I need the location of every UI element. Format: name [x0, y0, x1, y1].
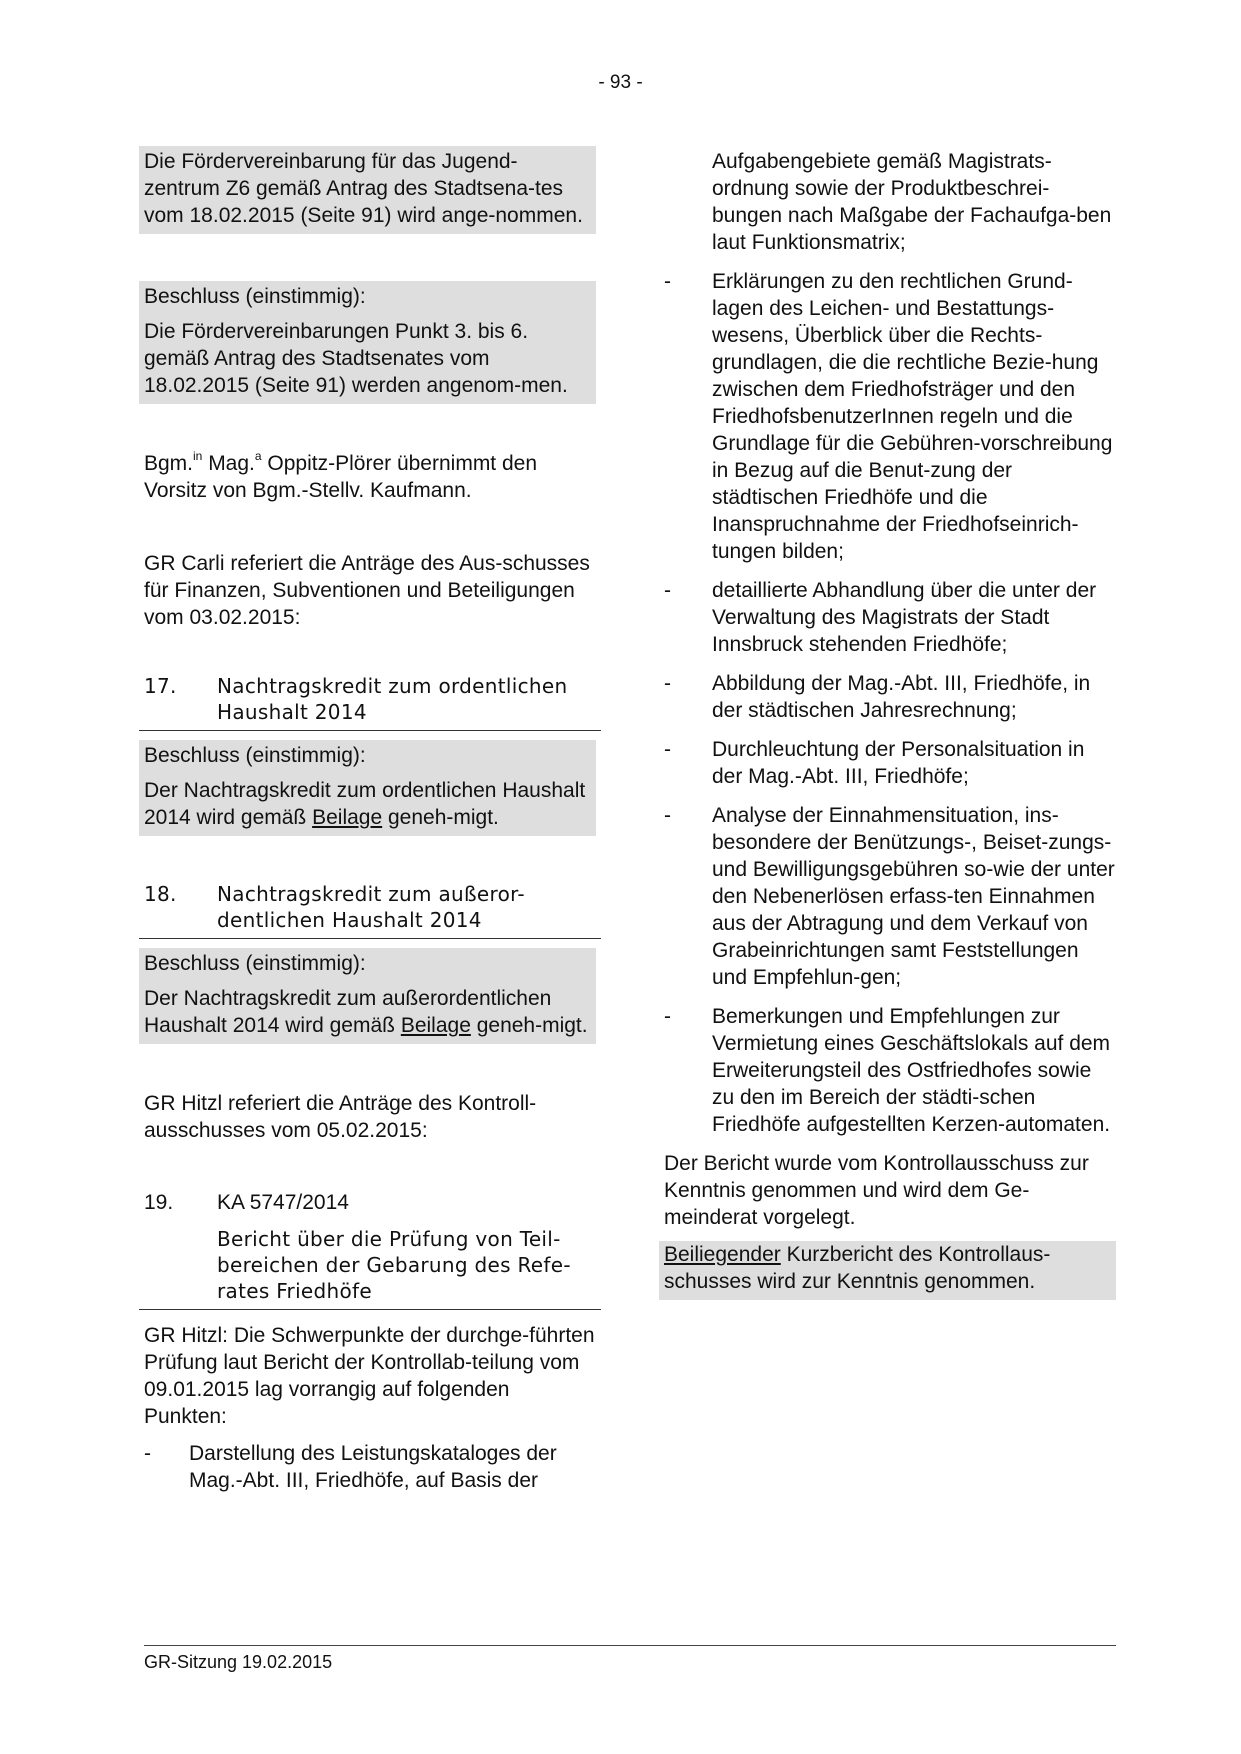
beilage-link[interactable]: Beilage	[400, 1014, 471, 1037]
agenda-item-17	[144, 673, 596, 731]
report-decision-text: Beiliegender Kurzbericht des Kontrollaus-schusses wird zur Kenntnis genommen.	[664, 1243, 1051, 1293]
decision-heading: Beschluss (einstimmig):	[144, 952, 366, 975]
agenda-number: 17.	[144, 674, 177, 698]
decision-text-foerder: Die Fördervereinbarungen Punkt 3. bis 6. gemäß Antrag des Stadtsenates vom 18.02.2015 (Seite 91) werden angenom-men.	[144, 320, 568, 397]
list-item: - detaillierte Abhandlung über die unter der Verwaltung des Magistrats der Stadt Innsbruck stehenden Friedhöfe;	[664, 579, 1097, 656]
decision-heading: Beschluss (einstimmig):	[144, 285, 366, 308]
carli-intro-text: GR Carli referiert die Anträge des Aus-schusses für Finanzen, Subventionen und Beteiligungen vom 03.02.2015:	[144, 552, 590, 629]
report-text: Der Bericht wurde vom Kontrollausschuss zur Kenntnis genommen und wird dem Ge-meinderat vorgelegt.	[664, 1152, 1089, 1229]
beilage-link[interactable]: Beilage	[312, 806, 383, 829]
right-column	[664, 148, 1116, 1300]
agenda-item-18	[144, 881, 596, 939]
footer-text: GR-Sitzung 19.02.2015	[144, 1652, 333, 1672]
decision-text-z6: Die Fördervereinbarung für das Jugend-zentrum Z6 gemäß Antrag des Stadtsena-tes vom 18.02.2015 (Seite 91) wird ange-nommen.	[144, 150, 583, 227]
left-column	[144, 146, 596, 1494]
continuation-text: Aufgabengebiete gemäß Magistrats-ordnung sowie der Produktbeschrei-bungen nach Maßgabe der Fachaufga-ben laut Funktionsmatrix;	[712, 150, 1112, 254]
agenda-number: 18.	[144, 882, 177, 906]
hitzl-intro-text: GR Hitzl referiert die Anträge des Kontroll-ausschusses vom 05.02.2015:	[144, 1092, 537, 1142]
decision-box-foerder	[139, 281, 596, 404]
list-item: - Erklärungen zu den rechtlichen Grund-lagen des Leichen- und Bestattungs-wesens, Überblick über die Rechts-grundlagen, die die rechtliche Bezie-hung zwischen dem Friedhofsträger und den FriedhofsbenutzerInnen regeln und die Grundlage für die Gebühren-vorschreibung in Bezug auf die Benut-zung der städtischen Friedhöfe und die Inanspruchnahme der Friedhofseinrich-tungen bilden;	[664, 270, 1113, 563]
agenda-number: 19.	[144, 1191, 174, 1214]
decision-text-17: Der Nachtragskredit zum ordentlichen Haushalt 2014 wird gemäß Beilage geneh-migt.	[144, 779, 586, 829]
beiliegender-link[interactable]: Beiliegender	[664, 1243, 781, 1266]
decision-text-18: Der Nachtragskredit zum außerordentlichen Haushalt 2014 wird gemäß Beilage geneh-migt.	[144, 987, 588, 1037]
agenda-reference: KA 5747/2014	[217, 1191, 349, 1214]
agenda-divider	[139, 938, 601, 939]
list-item: - Darstellung des Leistungskataloges der Mag.-Abt. III, Friedhöfe, auf Basis der	[144, 1442, 557, 1492]
decision-box-z6	[139, 146, 596, 234]
list-item: - Analyse der Einnahmensituation, ins-besondere der Benützungs-, Beiset-zungs- und Bewilligungsgebühren so-wie der unter den Nebenerlösen erfass-ten Einnahmen aus der Abtragung und dem Verkauf von Grabeinrichtungen samt Feststellungen und Empfehlun-gen;	[664, 804, 1115, 989]
decision-box-report	[659, 1241, 1116, 1300]
agenda-title: Nachtragskredit zum außeror-dentlichen Haushalt 2014	[217, 882, 525, 932]
agenda-divider	[139, 730, 601, 731]
decision-box-17	[139, 740, 596, 836]
chair-change-text: Bgm.$^{in}$ Mag.$^a$ Oppitz-Plörer übernimmt den Vorsitz von Bgm.-Stellv. Kaufmann.	[144, 449, 538, 502]
hitzl-text: GR Hitzl: Die Schwerpunkte der durchge-führten Prüfung laut Bericht der Kontrollab-teilung vom 09.01.2015 lag vorrangig auf folgenden Punkten:	[144, 1324, 595, 1428]
list-item: - Abbildung der Mag.-Abt. III, Friedhöfe, in der städtischen Jahresrechnung;	[664, 672, 1091, 722]
agenda-item-19	[144, 1190, 596, 1310]
decision-box-18	[139, 948, 596, 1044]
agenda-divider	[139, 1309, 601, 1310]
list-item: - Bemerkungen und Empfehlungen zur Vermietung eines Geschäftslokals auf dem Erweiterungsteil des Ostfriedhofes sowie zu den im Bereich der städti-schen Friedhöfe aufgestellten Kerzen-automaten.	[664, 1005, 1111, 1136]
agenda-title: Nachtragskredit zum ordentlichen Haushalt 2014	[217, 674, 568, 724]
agenda-title: Bericht über die Prüfung von Teil-bereichen der Gebarung des Refe-rates Friedhöfe	[217, 1227, 571, 1303]
decision-heading: Beschluss (einstimmig):	[144, 744, 366, 767]
footer-divider	[144, 1645, 1116, 1646]
list-item: - Durchleuchtung der Personalsituation in der Mag.-Abt. III, Friedhöfe;	[664, 738, 1085, 788]
page-number: - 93 -	[598, 72, 643, 93]
